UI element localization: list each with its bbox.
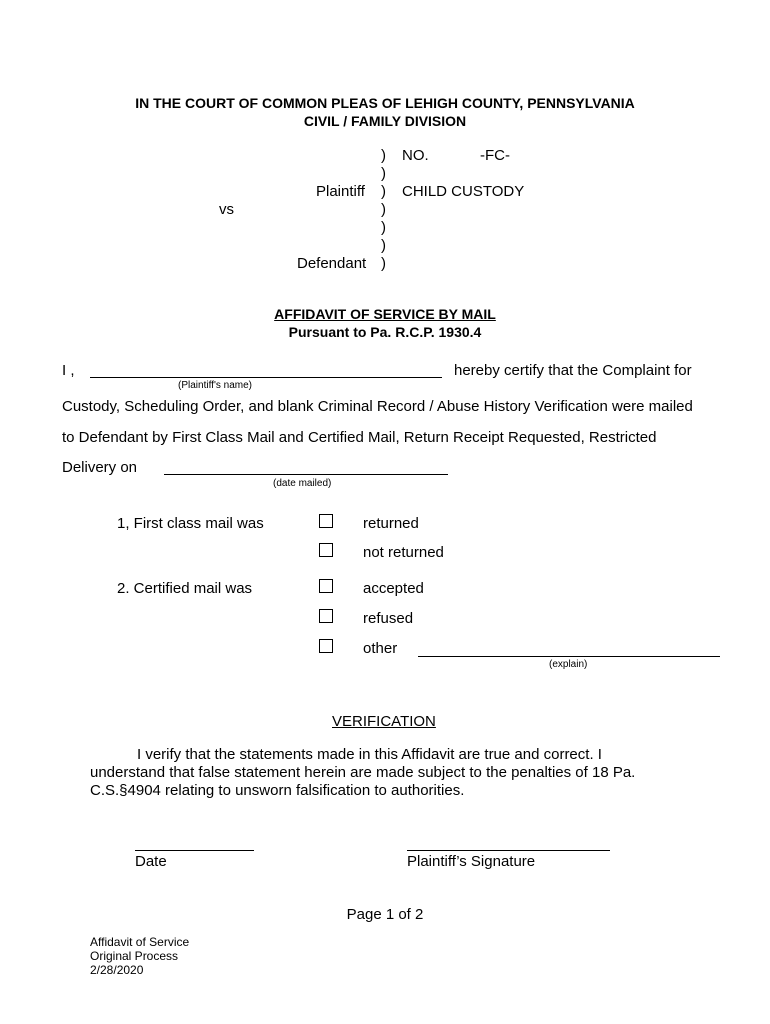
case-number-label: NO. (402, 147, 429, 164)
footer-date: 2/28/2020 (90, 963, 144, 977)
plaintiff-name-field[interactable] (90, 377, 442, 378)
affidavit-title: AFFIDAVIT OF SERVICE BY MAIL (274, 306, 496, 322)
page-number: Page 1 of 2 (346, 906, 424, 923)
date-mailed-field[interactable] (164, 474, 448, 475)
caption-paren: ) (381, 237, 386, 254)
date-signature-line[interactable] (135, 850, 254, 851)
verification-line-2: understand that false statement herein are made subject to the penalties of 18 Pa. (90, 764, 636, 781)
plaintiff-name-caption: (Plaintiff's name) (178, 380, 252, 391)
caption-paren: ) (381, 165, 386, 182)
other-checkbox[interactable] (319, 639, 333, 653)
caption-paren: ) (381, 201, 386, 218)
verification-heading: VERIFICATION (332, 713, 436, 730)
i-label: I , (62, 362, 75, 379)
verification-line-3: C.S.§4904 relating to unsworn falsification to authorities. (90, 782, 465, 799)
plaintiff-label: Plaintiff (316, 183, 365, 200)
accepted-checkbox[interactable] (319, 579, 333, 593)
date-mailed-caption: (date mailed) (273, 478, 332, 489)
not-returned-checkbox[interactable] (319, 543, 333, 557)
footer-process: Original Process (90, 949, 179, 963)
refused-label: refused (363, 610, 414, 627)
case-fc-label: -FC- (480, 147, 510, 164)
case-type: CHILD CUSTODY (402, 183, 525, 200)
returned-checkbox[interactable] (319, 514, 333, 528)
certify-text: hereby certify that the Complaint for (454, 362, 692, 379)
defendant-label: Defendant (297, 255, 367, 272)
court-heading: IN THE COURT OF COMMON PLEAS OF LEHIGH COUNTY, PENNSYLVANIA (135, 95, 635, 111)
caption-paren: ) (381, 255, 386, 272)
footer-form-name: Affidavit of Service (90, 935, 190, 949)
delivery-label: Delivery on (62, 459, 138, 476)
other-label: other (363, 640, 398, 657)
verification-line-1: I verify that the statements made in this Affidavit are true and correct. I (137, 746, 602, 763)
not-returned-label: not returned (363, 544, 444, 561)
date-label: Date (135, 853, 167, 870)
vs-label: vs (219, 201, 234, 218)
signature-label: Plaintiff’s Signature (407, 853, 536, 870)
first-class-label: 1, First class mail was (117, 515, 264, 532)
explain-field[interactable] (418, 656, 720, 657)
caption-paren: ) (381, 147, 386, 164)
refused-checkbox[interactable] (319, 609, 333, 623)
division-heading: CIVIL / FAMILY DIVISION (303, 113, 467, 129)
caption-paren: ) (381, 219, 386, 236)
plaintiff-signature-line[interactable] (407, 850, 610, 851)
body-line-2: Custody, Scheduling Order, and blank Criminal Record / Abuse History Verification were mailed (62, 398, 693, 415)
explain-caption: (explain) (549, 659, 588, 670)
accepted-label: accepted (363, 580, 424, 597)
affidavit-subtitle: Pursuant to Pa. R.C.P. 1930.4 (288, 324, 482, 340)
body-line-3: to Defendant by First Class Mail and Certified Mail, Return Receipt Requested, Restricted (62, 429, 657, 446)
returned-label: returned (363, 515, 419, 532)
certified-label: 2. Certified mail was (117, 580, 253, 597)
caption-paren: ) (381, 183, 386, 200)
